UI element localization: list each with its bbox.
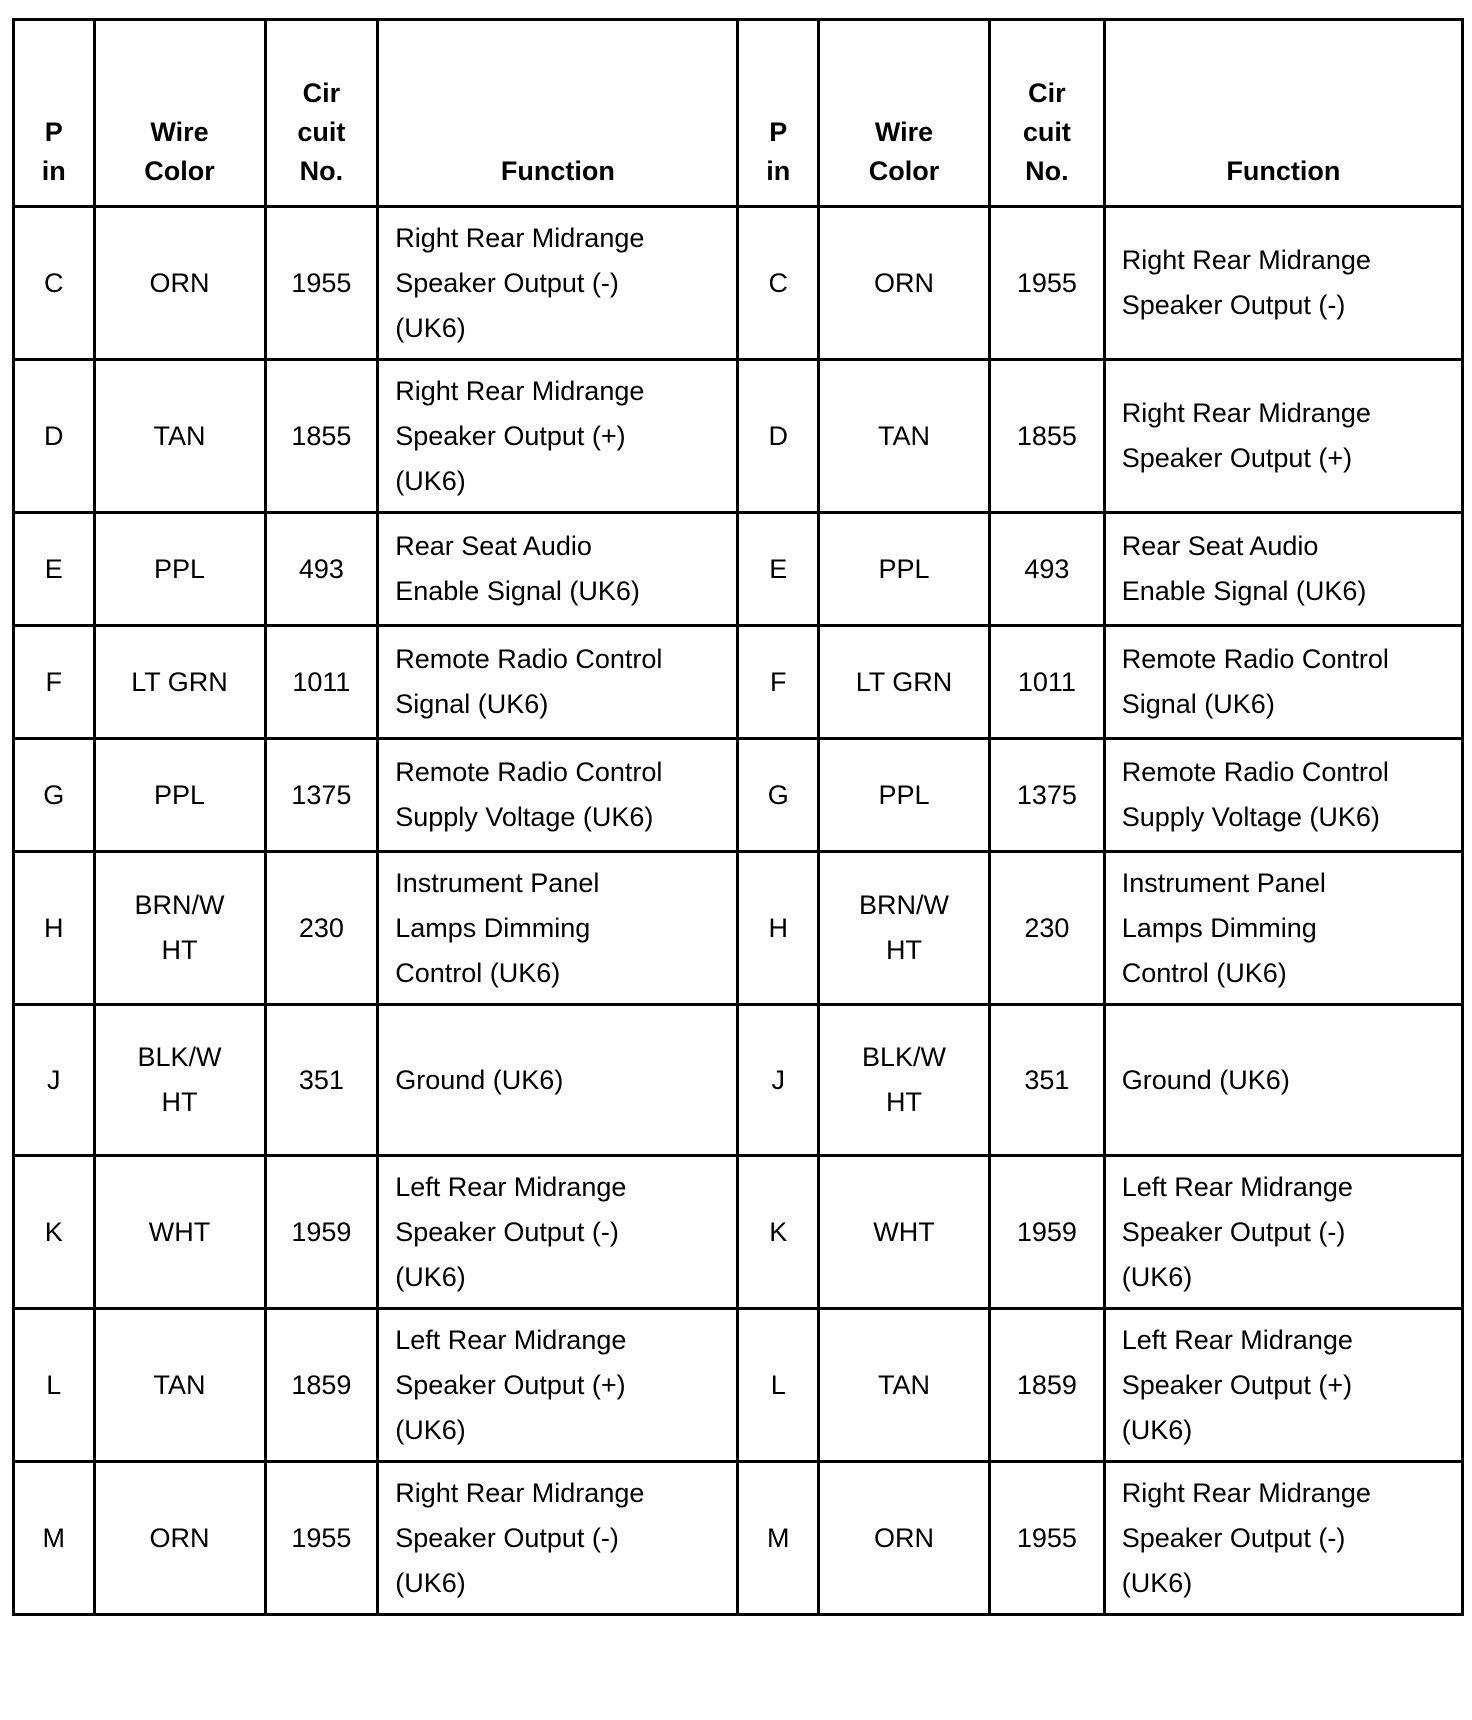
function-cell bbox=[378, 852, 738, 1005]
pin-cell-2: L bbox=[738, 1309, 819, 1462]
function-cell-2-line: Right Rear Midrange bbox=[1121, 1477, 1371, 1508]
wire-color-cell-2-line: TAN bbox=[878, 420, 931, 451]
wire-color-cell bbox=[94, 852, 265, 1005]
pin-cell: E bbox=[14, 513, 95, 626]
circuit-cell: 1011 bbox=[265, 626, 378, 739]
pin-cell: K bbox=[14, 1156, 95, 1309]
pin-cell-2: K bbox=[738, 1156, 819, 1309]
circuit-cell: 1959 bbox=[265, 1156, 378, 1309]
function-cell-2 bbox=[1104, 626, 1462, 739]
function-cell-2-line: Instrument Panel bbox=[1121, 867, 1326, 898]
function-cell-2-line: Speaker Output (-) bbox=[1121, 1216, 1346, 1247]
header-pin-2: P in bbox=[738, 20, 819, 207]
circuit-cell-2: 1955 bbox=[990, 1462, 1105, 1615]
function-cell-2-line: (UK6) bbox=[1121, 1414, 1193, 1445]
header-function-2: Function bbox=[1104, 20, 1462, 207]
function-cell bbox=[378, 1462, 738, 1615]
table-row bbox=[14, 360, 1463, 513]
function-cell-2 bbox=[1104, 207, 1462, 360]
function-cell-line: (UK6) bbox=[395, 1261, 466, 1292]
function-cell-2-line: Speaker Output (-) bbox=[1121, 1522, 1346, 1553]
wire-color-cell-line: TAN bbox=[153, 420, 206, 451]
pin-cell-2: F bbox=[738, 626, 819, 739]
wire-color-cell-2 bbox=[818, 1309, 989, 1462]
pin-cell: F bbox=[14, 626, 95, 739]
circuit-cell-2: 1859 bbox=[990, 1309, 1105, 1462]
function-cell-line: (UK6) bbox=[395, 1414, 466, 1445]
function-cell-2-line: Remote Radio Control bbox=[1121, 757, 1389, 787]
circuit-cell-2: 1375 bbox=[990, 739, 1105, 852]
wire-color-cell-2 bbox=[818, 207, 989, 360]
circuit-cell-2: 1959 bbox=[990, 1156, 1105, 1309]
table-row bbox=[14, 626, 1463, 739]
wire-color-cell bbox=[94, 739, 265, 852]
function-cell-2 bbox=[1104, 1462, 1462, 1615]
circuit-cell-2: 230 bbox=[990, 852, 1105, 1005]
circuit-cell: 493 bbox=[265, 513, 378, 626]
circuit-cell: 1375 bbox=[265, 739, 378, 852]
function-cell-2 bbox=[1104, 852, 1462, 1005]
wire-color-cell bbox=[94, 1309, 265, 1462]
wire-color-cell-2 bbox=[818, 852, 989, 1005]
pin-cell: H bbox=[14, 852, 95, 1005]
wire-color-cell-line: TAN bbox=[153, 1369, 206, 1400]
header-row bbox=[14, 20, 1463, 207]
wire-color-cell-line: PPL bbox=[154, 779, 206, 810]
wire-color-cell bbox=[94, 626, 265, 739]
function-cell-2 bbox=[1104, 739, 1462, 852]
wire-color-cell-line: PPL bbox=[154, 553, 206, 584]
circuit-cell: 351 bbox=[265, 1005, 378, 1156]
pin-cell-2: C bbox=[738, 207, 819, 360]
header-pin: P in bbox=[14, 20, 95, 207]
table-row bbox=[14, 1462, 1463, 1615]
wire-color-cell-2-line: HT bbox=[886, 1087, 923, 1117]
circuit-cell: 1955 bbox=[265, 207, 378, 360]
function-cell-line: (UK6) bbox=[395, 465, 466, 496]
function-cell-line: Left Rear Midrange bbox=[395, 1171, 627, 1202]
table-row bbox=[14, 207, 1463, 360]
function-cell-line: Control (UK6) bbox=[395, 957, 561, 988]
wire-color-cell-line: HT bbox=[161, 1087, 198, 1117]
table-row bbox=[14, 1309, 1463, 1462]
wire-color-cell-2 bbox=[818, 360, 989, 513]
function-cell bbox=[378, 739, 738, 852]
function-cell-line: Speaker Output (-) bbox=[395, 267, 619, 298]
wire-color-cell-2-line: WHT bbox=[873, 1216, 935, 1247]
wire-color-cell-line: BRN/W bbox=[134, 890, 225, 920]
table-row bbox=[14, 1156, 1463, 1309]
function-cell-line: Right Rear Midrange bbox=[395, 222, 645, 253]
table-row bbox=[14, 513, 1463, 626]
connector-pinout-table bbox=[12, 18, 1464, 1616]
function-cell-2-line: Ground (UK6) bbox=[1121, 1064, 1290, 1095]
pin-cell: G bbox=[14, 739, 95, 852]
wire-color-cell-2-line: ORN bbox=[874, 1522, 935, 1553]
wire-color-cell-2-line: LT GRN bbox=[855, 666, 953, 697]
pin-cell-2: E bbox=[738, 513, 819, 626]
wire-color-cell-2 bbox=[818, 1005, 989, 1156]
function-cell-2-line: Remote Radio Control bbox=[1121, 644, 1389, 674]
wire-color-cell bbox=[94, 360, 265, 513]
wire-color-cell-2 bbox=[818, 513, 989, 626]
function-cell-2-line: (UK6) bbox=[1121, 1567, 1193, 1598]
pin-cell: C bbox=[14, 207, 95, 360]
wire-color-cell-2 bbox=[818, 1156, 989, 1309]
function-cell-2-line: Speaker Output (+) bbox=[1121, 1369, 1353, 1400]
wire-color-cell-2-line: PPL bbox=[878, 779, 930, 810]
function-cell-line: Instrument Panel bbox=[395, 867, 600, 898]
function-cell bbox=[378, 360, 738, 513]
wire-color-cell bbox=[94, 1005, 265, 1156]
circuit-cell-2: 351 bbox=[990, 1005, 1105, 1156]
pin-cell-2: M bbox=[738, 1462, 819, 1615]
circuit-cell-2: 1011 bbox=[990, 626, 1105, 739]
pin-cell: L bbox=[14, 1309, 95, 1462]
wire-color-cell-line: WHT bbox=[148, 1216, 211, 1247]
circuit-cell-2: 1955 bbox=[990, 207, 1105, 360]
wire-color-cell-2-line: TAN bbox=[878, 1369, 931, 1400]
function-cell-line: Enable Signal (UK6) bbox=[395, 576, 640, 606]
wire-color-cell-2 bbox=[818, 1462, 989, 1615]
function-cell-2-line: Rear Seat Audio bbox=[1121, 531, 1319, 561]
wire-color-cell-2 bbox=[818, 626, 989, 739]
header-function: Function bbox=[378, 20, 738, 207]
wire-color-cell-2-line: BRN/W bbox=[859, 890, 950, 920]
function-cell-2 bbox=[1104, 1309, 1462, 1462]
function-cell-2-line: Control (UK6) bbox=[1121, 957, 1287, 988]
circuit-cell-2: 493 bbox=[990, 513, 1105, 626]
function-cell-line: Rear Seat Audio bbox=[395, 531, 592, 561]
function-cell-line: Signal (UK6) bbox=[395, 689, 549, 719]
function-cell bbox=[378, 207, 738, 360]
function-cell-line: Right Rear Midrange bbox=[395, 1477, 645, 1508]
table-row bbox=[14, 739, 1463, 852]
wire-color-cell bbox=[94, 513, 265, 626]
function-cell-2-line: Left Rear Midrange bbox=[1121, 1171, 1353, 1202]
wire-color-cell-line: ORN bbox=[149, 1522, 210, 1553]
pin-cell: D bbox=[14, 360, 95, 513]
function-cell-line: Left Rear Midrange bbox=[395, 1324, 627, 1355]
header-circuit-no-2: Cir cuit No. bbox=[990, 20, 1105, 207]
wire-color-cell-2-line: ORN bbox=[874, 267, 935, 298]
function-cell-line: Supply Voltage (UK6) bbox=[395, 802, 654, 832]
function-cell-line: Ground (UK6) bbox=[395, 1064, 564, 1095]
circuit-cell: 1855 bbox=[265, 360, 378, 513]
function-cell-line: Remote Radio Control bbox=[395, 757, 663, 787]
function-cell-2-line: Signal (UK6) bbox=[1121, 689, 1275, 719]
table-row bbox=[14, 852, 1463, 1005]
function-cell-2-line: Speaker Output (-) bbox=[1121, 290, 1346, 320]
function-cell-line: Right Rear Midrange bbox=[395, 375, 645, 406]
wire-color-cell-line: LT GRN bbox=[131, 666, 228, 697]
function-cell-line: Speaker Output (+) bbox=[395, 1369, 626, 1400]
function-cell bbox=[378, 1005, 738, 1156]
wire-color-cell-2-line: PPL bbox=[878, 553, 930, 584]
pin-cell-2: J bbox=[738, 1005, 819, 1156]
function-cell-2-line: Speaker Output (+) bbox=[1121, 443, 1353, 473]
function-cell bbox=[378, 513, 738, 626]
function-cell-line: Speaker Output (-) bbox=[395, 1216, 619, 1247]
wire-color-cell bbox=[94, 1156, 265, 1309]
function-cell-2-line: Lamps Dimming bbox=[1121, 912, 1317, 943]
wire-color-cell bbox=[94, 1462, 265, 1615]
pin-cell: J bbox=[14, 1005, 95, 1156]
wire-color-cell-2 bbox=[818, 739, 989, 852]
function-cell-line: (UK6) bbox=[395, 1567, 466, 1598]
function-cell-2-line: Right Rear Midrange bbox=[1121, 245, 1371, 275]
function-cell-2-line: Supply Voltage (UK6) bbox=[1121, 802, 1380, 832]
header-wire-color-2: Wire Color bbox=[818, 20, 989, 207]
function-cell-2 bbox=[1104, 513, 1462, 626]
circuit-cell: 1955 bbox=[265, 1462, 378, 1615]
function-cell-2 bbox=[1104, 1156, 1462, 1309]
function-cell-line: Speaker Output (-) bbox=[395, 1522, 619, 1553]
wire-color-cell-line: ORN bbox=[149, 267, 210, 298]
function-cell bbox=[378, 1309, 738, 1462]
function-cell-2-line: Left Rear Midrange bbox=[1121, 1324, 1353, 1355]
header-wire-color: Wire Color bbox=[94, 20, 265, 207]
circuit-cell: 1859 bbox=[265, 1309, 378, 1462]
wire-color-cell-line: HT bbox=[161, 935, 198, 965]
function-cell bbox=[378, 626, 738, 739]
table-row bbox=[14, 1005, 1463, 1156]
wire-color-cell-line: BLK/W bbox=[137, 1042, 222, 1072]
wire-color-cell-2-line: BLK/W bbox=[862, 1042, 947, 1072]
header-circuit-no: Cir cuit No. bbox=[265, 20, 378, 207]
function-cell-line: (UK6) bbox=[395, 312, 466, 343]
circuit-cell-2: 1855 bbox=[990, 360, 1105, 513]
wire-color-cell-2-line: HT bbox=[886, 935, 923, 965]
function-cell bbox=[378, 1156, 738, 1309]
function-cell-2 bbox=[1104, 1005, 1462, 1156]
pin-cell-2: G bbox=[738, 739, 819, 852]
function-cell-line: Speaker Output (+) bbox=[395, 420, 626, 451]
pin-cell-2: D bbox=[738, 360, 819, 513]
function-cell-line: Lamps Dimming bbox=[395, 912, 591, 943]
function-cell-2-line: (UK6) bbox=[1121, 1261, 1193, 1292]
function-cell-2-line: Right Rear Midrange bbox=[1121, 398, 1371, 428]
circuit-cell: 230 bbox=[265, 852, 378, 1005]
wire-color-cell bbox=[94, 207, 265, 360]
pin-cell-2: H bbox=[738, 852, 819, 1005]
function-cell-2 bbox=[1104, 360, 1462, 513]
function-cell-line: Remote Radio Control bbox=[395, 644, 663, 674]
function-cell-2-line: Enable Signal (UK6) bbox=[1121, 576, 1367, 606]
pin-cell: M bbox=[14, 1462, 95, 1615]
